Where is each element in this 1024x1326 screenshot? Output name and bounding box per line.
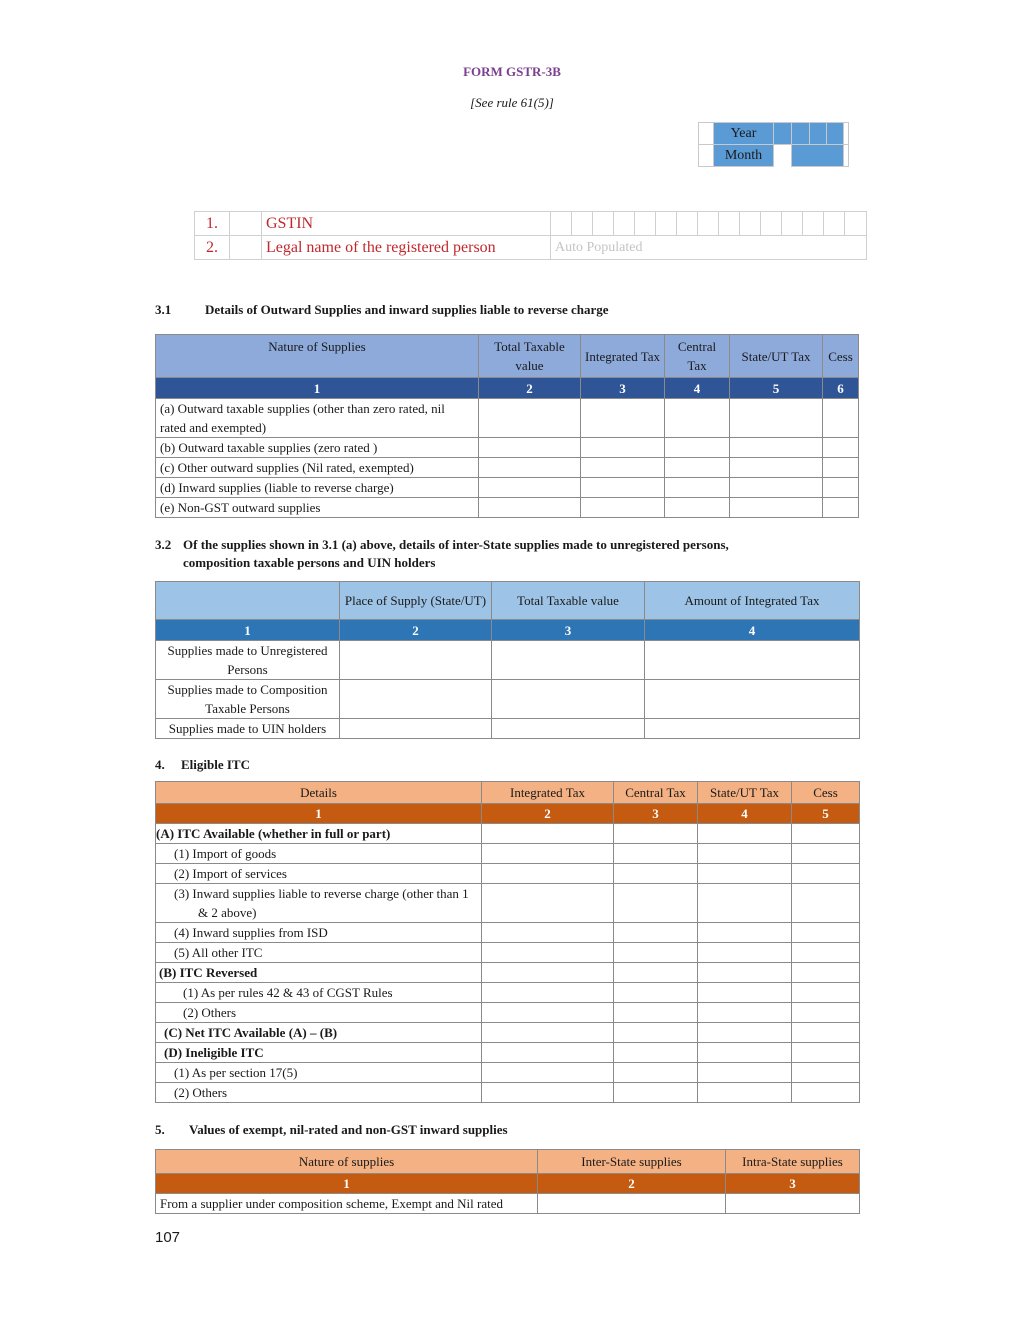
input-cell[interactable] [792,1003,860,1023]
input-cell[interactable] [823,498,859,518]
input-cell[interactable] [665,478,730,498]
input-cell[interactable] [665,458,730,478]
col-number: 3 [492,620,645,641]
row-number: 1. [195,212,230,236]
gstin-char-box[interactable] [845,212,867,236]
table-row [156,864,860,884]
table-row [156,963,860,983]
input-cell[interactable] [614,1083,698,1103]
row-label: (b) Outward taxable supplies (zero rated ) [156,438,479,458]
section-number: 3.1 [155,302,172,317]
input-cell[interactable] [581,399,665,438]
table-row [156,680,860,719]
gstin-label: GSTIN [262,212,551,236]
input-cell[interactable] [698,1003,792,1023]
table-row [156,923,860,943]
table-row [156,943,860,963]
year-digit-box[interactable] [792,123,810,145]
input-cell[interactable] [538,1194,726,1214]
section-number: 3.2 [155,537,172,552]
taxpayer-table [194,211,867,260]
row-label: (4) Inward supplies from ISD [156,923,482,943]
gstin-char-box[interactable] [572,212,593,236]
gstin-char-box[interactable] [719,212,740,236]
input-cell[interactable] [792,1063,860,1083]
input-cell[interactable] [792,943,860,963]
input-cell[interactable] [792,1023,860,1043]
input-cell[interactable] [698,884,792,923]
input-cell[interactable] [730,478,823,498]
input-cell[interactable] [792,884,860,923]
input-cell[interactable] [482,824,614,844]
section-title: Values of exempt, nil-rated and non-GST inward supplies [189,1122,508,1137]
col-header: Place of Supply (State/UT) [340,582,492,620]
outward-supplies-table [155,334,859,518]
exempt-supplies-table [155,1149,860,1214]
table-row [156,824,860,844]
row-label: (2) Import of services [156,864,482,884]
row-label: (e) Non-GST outward supplies [156,498,479,518]
row-label: Supplies made to Composition Taxable Persons [156,680,340,719]
row-number: 2. [195,236,230,260]
gstin-row [195,212,867,236]
section-4-heading [155,757,250,773]
input-cell[interactable] [645,641,860,680]
input-cell[interactable] [698,844,792,864]
gstin-char-box[interactable] [677,212,698,236]
input-cell[interactable] [730,399,823,438]
col-number: 1 [156,378,479,399]
input-cell[interactable] [492,680,645,719]
row-label: (1) As per rules 42 & 43 of CGST Rules [156,983,482,1003]
table-row [156,458,859,478]
col-number: 5 [792,804,860,824]
col-number: 4 [665,378,730,399]
col-number: 6 [823,378,859,399]
input-cell[interactable] [698,963,792,983]
legal-name-label: Legal name of the registered person [262,236,551,260]
input-cell[interactable] [792,844,860,864]
gstin-char-box[interactable] [740,212,761,236]
input-cell[interactable] [482,963,614,983]
input-cell[interactable] [792,983,860,1003]
input-cell[interactable] [698,864,792,884]
table-row [156,1043,860,1063]
section-3-1-heading [155,302,609,318]
input-cell[interactable] [479,458,581,478]
section-number: 5. [155,1122,165,1137]
month-label: Month [714,145,774,167]
legal-name-value: Auto Populated [551,236,867,260]
row-label: (2) Others [156,1003,482,1023]
row-label: Supplies made to Unregistered Persons [156,641,340,680]
input-cell[interactable] [479,478,581,498]
input-cell[interactable] [482,983,614,1003]
col-number: 1 [156,1174,538,1194]
row-label: (A) ITC Available (whether in full or part) [156,824,482,844]
col-header: Cess [823,335,859,378]
table-row [156,478,859,498]
input-cell[interactable] [614,1063,698,1083]
table-row [156,884,860,923]
table-row [156,983,860,1003]
col-number: 4 [645,620,860,641]
input-cell[interactable] [581,438,665,458]
input-cell[interactable] [581,458,665,478]
input-cell[interactable] [482,1003,614,1023]
table-row [156,438,859,458]
input-cell[interactable] [614,1003,698,1023]
input-cell[interactable] [665,498,730,518]
input-cell[interactable] [581,498,665,518]
inter-state-supplies-table [155,581,860,739]
input-cell[interactable] [698,1063,792,1083]
year-label: Year [714,123,774,145]
input-cell[interactable] [823,399,859,438]
gstin-char-box[interactable] [824,212,845,236]
col-number: 2 [479,378,581,399]
input-cell[interactable] [614,864,698,884]
input-cell[interactable] [614,1023,698,1043]
col-number: 2 [482,804,614,824]
input-cell[interactable] [730,458,823,478]
section-number: 4. [155,757,165,772]
page-number: 107 [155,1229,181,1246]
input-cell[interactable] [479,438,581,458]
table-row [156,1063,860,1083]
input-cell[interactable] [665,438,730,458]
table-row [156,719,860,739]
input-cell[interactable] [792,1083,860,1103]
col-number: 3 [614,804,698,824]
input-cell[interactable] [823,458,859,478]
input-cell[interactable] [614,983,698,1003]
eligible-itc-table [155,781,860,1103]
input-cell[interactable] [614,943,698,963]
col-header: Nature of supplies [156,1150,538,1174]
input-cell[interactable] [614,884,698,923]
col-header: Total Taxable value [492,582,645,620]
col-header: State/UT Tax [698,782,792,804]
input-cell[interactable] [792,1043,860,1063]
col-header: Cess [792,782,860,804]
section-5-heading [155,1122,508,1138]
col-number: 2 [538,1174,726,1194]
input-cell[interactable] [581,478,665,498]
input-cell[interactable] [479,399,581,438]
input-cell[interactable] [482,1083,614,1103]
col-header: Integrated Tax [482,782,614,804]
row-label: (D) Ineligible ITC [156,1043,482,1063]
input-cell[interactable] [665,399,730,438]
input-cell[interactable] [823,438,859,458]
row-label: (a) Outward taxable supplies (other than zero rated, nil rated and exempted) [156,399,479,438]
row-label: From a supplier under composition scheme, Exempt and Nil rated [156,1194,538,1214]
input-cell[interactable] [823,478,859,498]
input-cell[interactable] [614,824,698,844]
col-header: Integrated Tax [581,335,665,378]
col-header: Central Tax [665,335,730,378]
section-title: Eligible ITC [181,757,250,772]
input-cell[interactable] [792,963,860,983]
input-cell[interactable] [698,983,792,1003]
gstin-char-box[interactable] [782,212,803,236]
year-digit-box[interactable] [774,123,792,145]
input-cell[interactable] [482,1023,614,1043]
gstin-char-box[interactable] [761,212,782,236]
input-cell[interactable] [614,844,698,864]
input-cell[interactable] [482,1063,614,1083]
row-label [156,884,482,923]
col-header [156,582,340,620]
input-cell[interactable] [482,923,614,943]
input-cell[interactable] [730,438,823,458]
input-cell[interactable] [726,1194,860,1214]
input-cell[interactable] [698,943,792,963]
row-label: (1) As per section 17(5) [156,1063,482,1083]
row-label-text: (3) Inward supplies liable to reverse charge (other than 1 & 2 above) [174,886,469,920]
row-label: (1) Import of goods [156,844,482,864]
gstin-char-box[interactable] [593,212,614,236]
input-cell[interactable] [482,884,614,923]
col-header: Details [156,782,482,804]
section-title: Details of Outward Supplies and inward supplies liable to reverse charge [205,302,609,317]
col-number: 1 [156,804,482,824]
input-cell[interactable] [645,680,860,719]
input-cell[interactable] [792,824,860,844]
form-title: FORM GSTR-3B [463,64,561,79]
input-cell[interactable] [340,719,492,739]
input-cell[interactable] [479,498,581,518]
input-cell[interactable] [614,963,698,983]
legal-name-row [195,236,867,260]
table-row [156,844,860,864]
col-number: 2 [340,620,492,641]
gstin-char-box[interactable] [656,212,677,236]
gstin-char-box[interactable] [698,212,719,236]
col-number: 3 [726,1174,860,1194]
table-row [156,1194,860,1214]
input-cell[interactable] [614,1043,698,1063]
table-row [156,1083,860,1103]
input-cell[interactable] [698,923,792,943]
row-label: (d) Inward supplies (liable to reverse charge) [156,478,479,498]
table-row [156,1023,860,1043]
col-header: State/UT Tax [730,335,823,378]
section-3-2-heading [155,536,729,572]
col-header: Total Taxable value [479,335,581,378]
col-number: 3 [581,378,665,399]
form-rule-reference: [See rule 61(5)] [470,95,554,110]
month-input-box[interactable] [792,145,844,167]
input-cell[interactable] [645,719,860,739]
section-title-line: Of the supplies shown in 3.1 (a) above, details of inter-State supplies made to unregistered persons, [183,537,729,552]
input-cell[interactable] [340,680,492,719]
row-label: Supplies made to UIN holders [156,719,340,739]
input-cell[interactable] [482,1043,614,1063]
gstin-char-box[interactable] [551,212,572,236]
row-label: (c) Other outward supplies (Nil rated, exempted) [156,458,479,478]
input-cell[interactable] [340,641,492,680]
section-title-line: composition taxable persons and UIN holders [183,555,436,570]
gstin-char-box[interactable] [614,212,635,236]
input-cell[interactable] [614,923,698,943]
table-row [156,641,860,680]
col-header: Intra-State supplies [726,1150,860,1174]
table-row [156,1003,860,1023]
input-cell[interactable] [698,1023,792,1043]
input-cell[interactable] [482,943,614,963]
input-cell[interactable] [492,641,645,680]
input-cell[interactable] [698,1043,792,1063]
input-cell[interactable] [792,923,860,943]
input-cell[interactable] [482,864,614,884]
gstin-char-box[interactable] [635,212,656,236]
col-number: 1 [156,620,340,641]
col-header: Inter-State supplies [538,1150,726,1174]
row-label: (C) Net ITC Available (A) – (B) [156,1023,482,1043]
col-number: 4 [698,804,792,824]
input-cell[interactable] [698,824,792,844]
table-row [156,399,859,438]
table-row [156,498,859,518]
input-cell[interactable] [698,1083,792,1103]
gstin-char-box[interactable] [803,212,824,236]
row-label: (5) All other ITC [156,943,482,963]
year-digit-box[interactable] [810,123,827,145]
period-table [698,122,849,167]
col-header: Nature of Supplies [156,335,479,378]
col-number: 5 [730,378,823,399]
input-cell[interactable] [792,864,860,884]
row-label: (B) ITC Reversed [156,963,482,983]
year-digit-box[interactable] [827,123,844,145]
col-header: Amount of Integrated Tax [645,582,860,620]
col-header: Central Tax [614,782,698,804]
input-cell[interactable] [730,498,823,518]
input-cell[interactable] [492,719,645,739]
input-cell[interactable] [482,844,614,864]
row-label: (2) Others [156,1083,482,1103]
